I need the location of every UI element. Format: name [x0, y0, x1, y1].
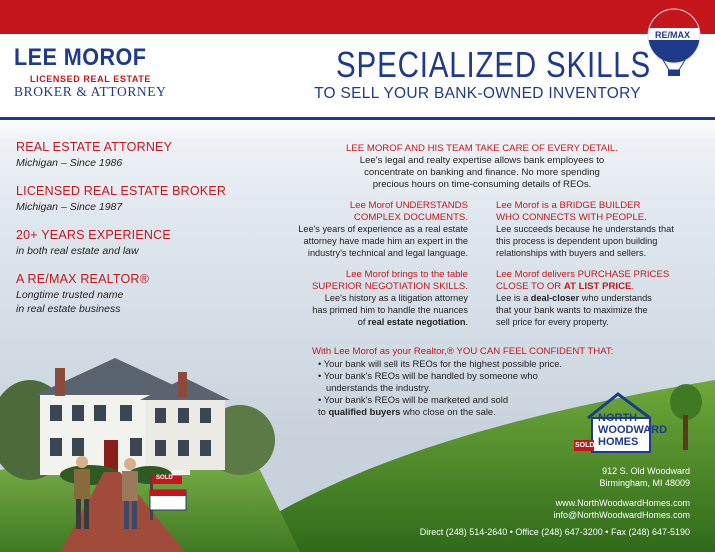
block-line: attorney have made him an expert in the	[303, 235, 468, 246]
block-heading: Lee Morof is a BRIDGE BUILDER	[496, 200, 641, 211]
negotiation-block	[278, 269, 468, 328]
text-span: of	[357, 316, 368, 327]
block-line: Lee's history as a litigation attorney	[324, 293, 468, 303]
block-line	[496, 293, 696, 305]
prices-block	[496, 269, 696, 328]
list-item: understands the industry.	[326, 382, 431, 393]
emphasis-text: deal-closer	[530, 293, 580, 303]
website-link[interactable]: www.NorthWoodwardHomes.com	[555, 498, 690, 508]
block-line: industry's technical and legal language.	[307, 247, 468, 258]
licensed-label: LICENSED REAL ESTATE	[30, 74, 152, 84]
documents-block	[278, 200, 468, 259]
agent-name-block	[14, 44, 166, 100]
builder-block	[496, 200, 696, 259]
web-block	[520, 497, 690, 521]
intro-heading: LEE MOROF AND HIS TEAM TAKE CARE OF EVERY DETAIL.	[346, 143, 618, 154]
block-heading: WHO CONNECTS WITH PEOPLE.	[496, 212, 647, 223]
sold-badge: SOLD!	[575, 442, 597, 449]
remax-balloon-label: RE/MAX	[655, 30, 691, 40]
headline-block	[305, 44, 650, 103]
intro-line: precious hours on time-consuming details of REOs.	[372, 179, 592, 190]
north-woodward-homes-logo	[568, 380, 703, 460]
credential-item	[16, 140, 236, 170]
credential-title: REAL ESTATE ATTORNEY	[16, 140, 173, 154]
credential-sub: in real estate business	[16, 303, 121, 315]
block-heading: Lee Morof delivers PURCHASE PRICES	[496, 269, 670, 280]
block-heading: SUPERIOR NEGOTIATION SKILLS.	[311, 281, 468, 292]
block-line: this process is dependent upon building	[496, 235, 658, 246]
logo-text: HOMES	[598, 436, 639, 448]
text-span: Lee is a	[496, 293, 531, 303]
header-divider	[0, 117, 715, 120]
block-line: that your bank wants to maximize the	[496, 304, 648, 315]
block-heading: Lee Morof UNDERSTANDS	[349, 200, 468, 211]
credentials-list	[16, 140, 236, 330]
email-link[interactable]: info@NorthWoodwardHomes.com	[553, 510, 690, 520]
sold-sign-label: SOLD	[156, 475, 173, 481]
emphasis-text: qualified buyers	[328, 406, 401, 417]
address-line: 912 S. Old Woodward	[602, 466, 690, 476]
intro-line: concentrate on banking and finance. No more spending	[364, 167, 600, 178]
credential-sub: Longtime trusted name	[16, 289, 124, 301]
text-span: who understands	[579, 293, 652, 303]
block-heading	[496, 281, 696, 293]
block-heading: Lee Morof brings to the table	[345, 269, 468, 280]
text-span: .	[465, 316, 468, 327]
block-line	[278, 317, 468, 329]
credential-title: 20+ YEARS EXPERIENCE	[16, 228, 171, 242]
headline: SPECIALIZED SKILLS	[336, 44, 652, 85]
logo-text: WOODWARD	[598, 424, 668, 436]
phone-numbers: Direct (248) 514-2640 • Office (248) 647-3200 • Fax (248) 647-5190	[419, 527, 690, 537]
list-item: • Your bank's REOs will be handled by someone who	[318, 370, 538, 381]
list-item: • Your bank will sell its REOs for the highest possible price.	[318, 358, 563, 369]
credential-title: LICENSED REAL ESTATE BROKER	[16, 184, 227, 198]
broker-title: BROKER & ATTORNEY	[14, 84, 167, 99]
credential-title: A RE/MAX REALTOR®	[16, 272, 150, 286]
confidence-heading: With Lee Morof as your Realtor,® YOU CAN FEEL CONFIDENT THAT:	[312, 346, 614, 357]
header-red-band	[0, 0, 715, 34]
text-span: CLOSE TO OR	[496, 281, 564, 292]
block-line: has primed him to handle the nuances	[312, 304, 468, 315]
text-span: who close on the sale.	[400, 406, 496, 417]
emphasis-text: real estate negotiation	[367, 316, 466, 327]
logo-text: NORTH	[598, 412, 638, 424]
intro-line: Lee's legal and realty expertise allows bank employees to	[359, 155, 605, 166]
agent-name: LEE MOROF	[14, 44, 147, 71]
list-item: • Your bank's REOs will be marketed and sold	[318, 394, 509, 405]
emphasis-text: AT LIST PRICE	[563, 281, 632, 292]
credential-item	[16, 228, 236, 258]
subheadline: TO SELL YOUR BANK-OWNED INVENTORY	[314, 85, 641, 102]
block-heading: COMPLEX DOCUMENTS.	[353, 212, 468, 223]
credential-sub: in both real estate and law	[16, 245, 139, 257]
text-span: to	[318, 406, 329, 417]
block-line: relationships with buyers and sellers.	[496, 247, 647, 258]
block-line: Lee's years of experience as a real estate	[298, 224, 468, 234]
credential-sub: Michigan – Since 1986	[16, 157, 123, 169]
credential-item	[16, 272, 236, 316]
address-block	[560, 465, 690, 489]
address-line: Birmingham, MI 48009	[599, 478, 690, 488]
intro-block	[312, 143, 652, 191]
text-span: .	[631, 281, 635, 292]
credential-sub: Michigan – Since 1987	[16, 201, 123, 213]
block-line: Lee succeeds because he understands that	[496, 224, 674, 234]
credential-item	[16, 184, 236, 214]
block-line: sell price for every property.	[496, 316, 609, 327]
remax-balloon-logo	[643, 8, 705, 78]
